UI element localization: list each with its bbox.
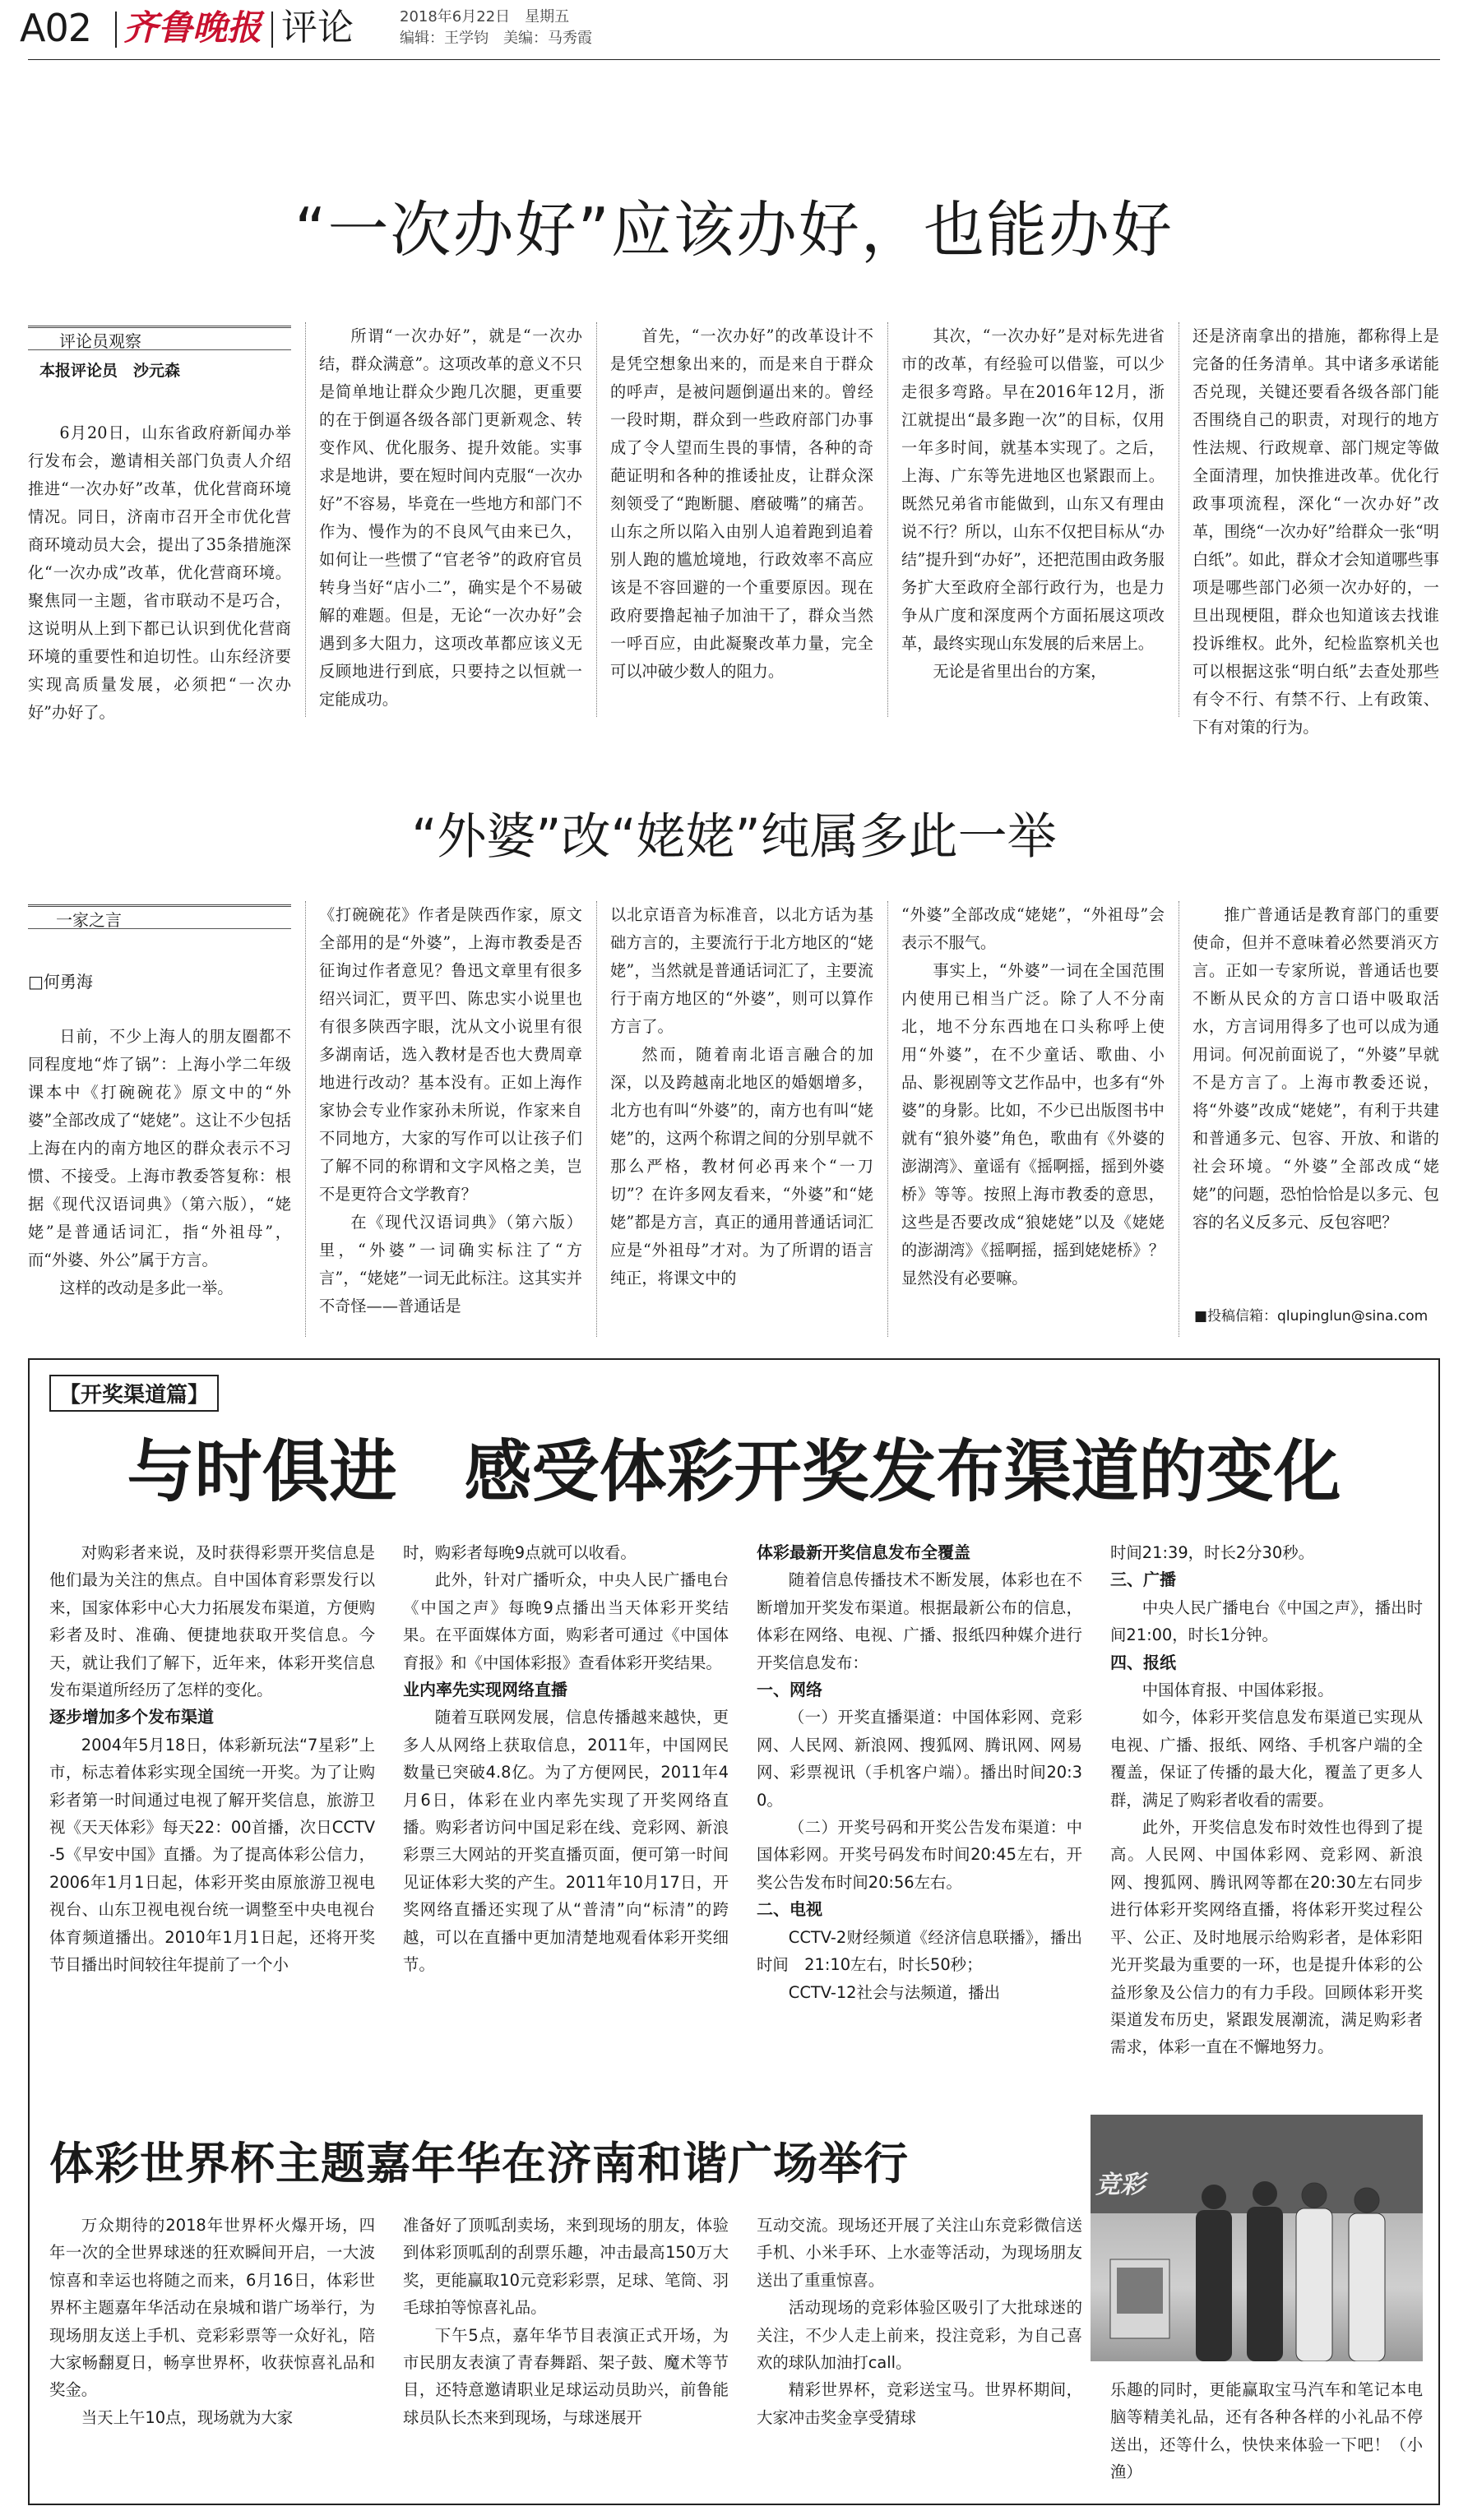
article1-col3 — [610, 322, 873, 686]
paragraph: 6月20日，山东省政府新闻办举行发布会，邀请相关部门负责人介绍推进“一次办好”改革，优化营商环境情况。同日，济南市召开全市优化营商环境动员大会，提出了35条措施深化“一次办成”改革，优化营商环境。聚焦同一主题，省市联动不是巧合，这说明从上到下都已认识到优化营商环境的重要性和迫切性。山东经济要实现高质量发展，必须把“一次办好”办好了。 — [28, 423, 291, 722]
paragraph: 推广普通话是教育部门的重要使命，但并不意味着必然要消灭方言。正如一专家所说，普通话也要不断从民众的方言口语中吸取活水，方言词用得多了也可以成为通用词。何况前面说了，“外婆”早就不是方言了。上海市教委还说，将“外婆”改成“姥姥”，有利于共建和普通多元、包容、开放、和谐的社会环境。“外婆”全部改成“姥姥”的问题，恐怕恰恰是以多元、包容的名义反多元、反包容吧？ — [1192, 905, 1439, 1232]
paragraph: 活动现场的竞彩体验区吸引了大批球迷的关注，不少人走上前来，投注竞彩，为自己喜欢的球队加油打call。 — [757, 2298, 1082, 2373]
paragraph: 乐趣的同时，更能赢取宝马汽车和笔记本电脑等精美礼品，还有各种各样的小礼品不停送出，还等什么，快快来体验一下吧！（小渔） — [1110, 2380, 1423, 2482]
paragraph: 对购彩者来说，及时获得彩票开奖信息是他们最为关注的焦点。自中国体育彩票发行以来，国家体彩中心大力拓展发布渠道，方便购彩者及时、准确、便捷地获取开奖信息。今天，就让我们了解下，近年来，体彩开奖信息发布渠道所经历了怎样的变化。 — [49, 1543, 375, 1700]
event-photo — [1091, 2115, 1423, 2361]
ad2-col1 — [49, 2212, 375, 2431]
column-title: 评论员观察 — [59, 331, 141, 351]
paragraph: 时间21:39，时长2分30秒。 — [1110, 1543, 1315, 1562]
paragraph: 当天上午10点，现场就为大家 — [81, 2407, 294, 2427]
subheading: 体彩最新开奖信息发布全覆盖 — [757, 1542, 970, 1562]
paragraph: 事实上，“外婆”一词在全国范围内使用已相当广泛。除了人不分南北，地不分东西地在口头称呼上使用“外婆”，在不少童话、歌曲、小品、影视剧等文艺作品中，也多有“外婆”的身影。比如，不少已出版图书中就有“狼外婆”角色，歌曲有《外婆的澎湖湾》、童谣有《摇啊摇，摇到外婆桥》等等。按照上海市教委的意思，这些是否要改成“狼姥姥”以及《姥姥的澎湖湾》《摇啊摇，摇到姥姥桥》？显然没有必要嘛。 — [901, 961, 1165, 1288]
article2-col2 — [319, 901, 582, 1320]
person-head — [1355, 2188, 1379, 2213]
display-board-inner — [1117, 2268, 1163, 2314]
article1-col4 — [901, 322, 1165, 686]
ad2-col2 — [403, 2212, 729, 2431]
article2-headline: “外婆”改“姥姥”纯属多此一举 — [411, 808, 1057, 866]
column-rule — [887, 322, 888, 717]
paragraph: 这样的改动是多此一举。 — [59, 1278, 234, 1297]
column-rule — [305, 322, 306, 717]
ad1-col3 — [757, 1539, 1082, 2006]
photo-people — [1091, 2115, 1423, 2361]
paragraph: CCTV-12社会与法频道，播出 — [788, 1982, 1001, 2002]
paragraph: 随着互联网发展，信息传播越来越快，更多人从网络上获取信息，2011年，中国网民数量已突破4.8亿。为了方便网民，2011年4月6日，体彩在业内率先实现了开奖网络直播。购彩者访问中国足彩在线、竞彩网、新浪彩票三大网站的开奖直播页面，便可第一时间见证体彩大奖的产生。2011年10月17日，开奖网络直播还实现了从“普清”向“标清”的跨越，可以在直播中更加清楚地观看体彩开奖细节。 — [403, 1708, 729, 1975]
article2-column-tag — [28, 904, 291, 929]
person-body — [1247, 2207, 1283, 2361]
paragraph: 《打碗碗花》作者是陕西作家，原文全部用的是“外婆”，上海市教委是否征询过作者意见？鲁迅文章里有很多绍兴词汇，贾平凹、陈忠实小说里也有很多陕西字眼，沈从文小说里有很多湖南话，选入教材是否也大费周章地进行改动？基本没有。正如上海作家协会专业作家孙未所说，作家来自不同地方，大家的写作可以让孩子们了解不同的称谓和文字风格之美，岂不是更符合文学教育？ — [319, 905, 582, 1204]
ad2-col4 — [1110, 2376, 1423, 2486]
paragraph: 中央人民广播电台《中国之声》，播出时间21:00，时长1分钟。 — [1110, 1598, 1423, 1645]
paragraph: 此外，针对广播听众，中央人民广播电台《中国之声》每晚9点播出当天体彩开奖结果。在平面媒体方面，购彩者可通过《中国体育报》和《中国体彩报》查看体彩开奖结果。 — [403, 1570, 729, 1672]
subheading: 业内率先实现网络直播 — [403, 1680, 567, 1700]
paragraph: “外婆”全部改成“姥姥”，“外祖母”会表示不服气。 — [901, 905, 1165, 952]
article2-col5 — [1192, 901, 1439, 1237]
paragraph: 以北京语音为标准音，以北方话为基础方言的，主要流行于北方地区的“姥姥”，当然就是普通话词汇了，主要流行于南方地区的“外婆”，则可以算作方言了。 — [610, 905, 873, 1036]
subheading: 四、报纸 — [1110, 1652, 1176, 1672]
subheading: 逐步增加多个发布渠道 — [49, 1707, 214, 1727]
photo-banner-text: 竞彩 — [1095, 2171, 1145, 2199]
paragraph: 还是济南拿出的措施，都称得上是完备的任务清单。其中诸多承诺能否兑现，关键还要看各级各部门能否围绕自己的职责，对现行的地方性法规、行政规章、部门规定等做全面清理，加快推进改革。优化行政事项流程，深化“一次办好”改革，围绕“一次办好”给群众一张“明白纸”。如此，群众才会知道哪些事项是哪些部门必须一次办好的，一旦出现梗阻，群众也知道该去找谁投诉维权。此外，纪检监察机关也可以根据这张“明白纸”去查处那些有令不行、有禁不行、上有政策、下有对策的行为。 — [1192, 326, 1439, 737]
paragraph: 日前，不少上海人的朋友圈都不同程度地“炸了锅”：上海小学二年级课本中《打碗碗花》原文中的“外婆”全部改成了“姥姥”。这让不少包括上海在内的南方地区的群众表示不习惯、不接受。上海市教委答复称：根据《现代汉语词典》（第六版），“姥姥”是普通话词汇，指“外祖母”，而“外婆、外公”属于方言。 — [28, 1027, 291, 1269]
paragraph: 万众期待的2018年世界杯火爆开场，四年一次的全世界球迷的狂欢瞬间开启，一大波惊喜和幸运也将随之而来，6月16日，体彩世界杯主题嘉年华活动在泉城和谐广场举行，为现场朋友送上手机、竞彩彩票等一众好礼，陪大家畅翻夏日，畅享世界杯，收获惊喜礼品和奖金。 — [49, 2216, 375, 2400]
ad2-col3 — [757, 2212, 1082, 2431]
paragraph: 时，购彩者每晚9点就可以收看。 — [403, 1543, 637, 1562]
paragraph: 准备好了顶呱刮卖场，来到现场的朋友，体验到体彩顶呱刮的刮票乐趣，冲击最高150万大奖，更能赢取10元竞彩彩票，足球、笔筒、羽毛球拍等惊喜礼品。 — [403, 2216, 729, 2318]
column-rule — [887, 901, 888, 1337]
paragraph: CCTV-2财经频道《经济信息联播》，播出时间 21:10左右，时长50秒； — [757, 1927, 1082, 1975]
column-rule — [596, 901, 597, 1337]
ad1-col2 — [403, 1539, 729, 1979]
paragraph: 随着信息传播技术不断发展，体彩也在不断增加开奖发布渠道。根据最新公布的信息，体彩在网络、电视、广播、报纸四种媒介进行开奖信息发布： — [757, 1570, 1082, 1672]
paragraph: 中国体育报、中国体彩报。 — [1142, 1681, 1334, 1700]
article2-col3 — [610, 901, 873, 1292]
ad1-col4 — [1110, 1539, 1423, 2061]
paragraph: （二）开奖号码和开奖公告发布渠道：中国体彩网。开奖号码发布时间20:45左右，开奖公告发布时间20:56左右。 — [757, 1818, 1082, 1892]
person-head — [1302, 2183, 1327, 2208]
paragraph: 如今，体彩开奖信息发布渠道已实现从电视、广播、报纸、网络、手机客户端的全覆盖，保证了传播的最大化，覆盖了更多人群，满足了购彩者收看的需要。 — [1110, 1708, 1423, 1810]
ad2-headline: 体彩世界杯主题嘉年华在济南和谐广场举行 — [49, 2138, 909, 2189]
paragraph: 然而，随着南北语言融合的加深，以及跨越南北地区的婚姻增多，北方也有叫“外婆”的，南方也有叫“姥姥”的，这两个称谓之间的分别早就不那么严格，教材何必再来个“一刀切”？在许多网友看来，“外婆”和“姥姥”都是方言，真正的通用普通话词汇应是“外祖母”才对。为了所谓的语言纯正，将课文中的 — [610, 1045, 873, 1288]
column-title: 一家之言 — [56, 910, 122, 930]
person-body — [1196, 2210, 1232, 2361]
person-head — [1253, 2181, 1277, 2206]
article1-headline: “一次办好”应该办好，也能办好 — [294, 195, 1174, 266]
header-divider — [115, 12, 117, 48]
section-name: 评论 — [281, 7, 354, 49]
header-divider — [271, 12, 273, 48]
contribution-email: ■投稿信箱：qlupinglun@sina.com — [1194, 1308, 1429, 1325]
paragraph: 此外，开奖信息发布时效性也得到了提高。人民网、中国体彩网、竞彩网、新浪网、搜狐网、腾讯网等都在20:30左右同步进行体彩开奖网络直播，将体彩开奖过程公平、公正、及时地展示给购彩者，是体彩阳光开奖最为重要的一环，也是提升体彩的公益形象及公信力的有力手段。回顾体彩开奖渠道发布历史，紧跟发展潮流，满足购彩者需求，体彩一直在不懈地努力。 — [1110, 1818, 1423, 2057]
article1-column-tag — [28, 326, 291, 350]
column-rule — [305, 901, 306, 1337]
header-editor: 编辑：王学钧 美编：马秀霞 — [400, 30, 592, 47]
article2-col4 — [901, 901, 1165, 1292]
paper-logo: 齐鲁晚报 — [123, 7, 262, 48]
paragraph: 互动交流。现场还开展了关注山东竞彩微信送手机、小米手环、上水壶等活动，为现场朋友送出了重重惊喜。 — [757, 2216, 1082, 2290]
header-date: 2018年6月22日 星期五 — [400, 8, 570, 25]
article2-byline: □何勇海 — [28, 972, 93, 992]
article1-col5 — [1192, 322, 1439, 742]
subheading: 三、广播 — [1110, 1570, 1176, 1590]
ad1-headline: 与时俱进 感受体彩开奖发布渠道的变化 — [127, 1433, 1341, 1511]
subheading: 二、电视 — [757, 1899, 822, 1920]
article1-col2 — [319, 322, 582, 714]
person-body — [1296, 2208, 1332, 2361]
ad1-col1 — [49, 1539, 375, 1979]
paragraph: 下午5点，嘉年华节目表演正式开场，为市民朋友表演了青春舞蹈、架子鼓、魔术等节目，还特意邀请职业足球运动员助兴，前鲁能球员队长杰来到现场，与球迷展开 — [403, 2325, 729, 2427]
paragraph: 在《现代汉语词典》（第六版）里，“外婆”一词确实标注了“方言”，“姥姥”一词无此标注。这其实并不奇怪——普通话是 — [319, 1213, 582, 1315]
person-body — [1349, 2213, 1385, 2361]
header-rule — [28, 59, 1440, 60]
paragraph: （一）开奖直播渠道：中国体彩网、竞彩网、人民网、新浪网、搜狐网、腾讯网、网易网、彩票视讯（手机客户端）。播出时间20:30。 — [757, 1708, 1082, 1810]
page-number: A02 — [20, 6, 92, 50]
paragraph: 精彩世界杯，竞彩送宝马。世界杯期间，大家冲击奖金享受猜球 — [757, 2380, 1082, 2427]
article1-col1 — [28, 419, 291, 727]
paragraph: 无论是省里出台的方案， — [933, 662, 1107, 681]
paragraph: 所谓“一次办好”，就是“一次办结，群众满意”。这项改革的意义不只是简单地让群众少跑几次腿，更重要的在于倒逼各级各部门更新观念、转变作风、优化服务、提升效能。实事求是地讲，要在短时间内克服“一次办好”不容易，毕竟在一些地方和部门不作为、慢作为的不良风气由来已久，如何让一些惯了“官老爷”的政府官员转身当好“店小二”，确实是个不易破解的难题。但是，无论“一次办好”会遇到多大阻力，这项改革都应该义无反顾地进行到底，只要持之以恒就一定能成功。 — [319, 326, 582, 709]
article2-col1 — [28, 1023, 291, 1302]
subheading: 一、网络 — [757, 1680, 822, 1700]
person-head — [1202, 2185, 1226, 2209]
article1-byline: 本报评论员 沙元森 — [39, 362, 181, 380]
paragraph: 其次，“一次办好”是对标先进省市的改革，有经验可以借鉴，可以少走很多弯路。早在2016年12月，浙江就提出“最多跑一次”的目标，仅用一年多时间，就基本实现了。之后，上海、广东等先进地区也紧跟而上。既然兄弟省市能做到，山东又有理由说不行？所以，山东不仅把目标从“办结”提升到“办好”，还把范围由政务服务扩大至政府全部行政行为，也是力争从广度和深度两个方面拓展这项改革，最终实现山东发展的后来居上。 — [901, 326, 1165, 653]
ad1-tag: 【开奖渠道篇】 — [49, 1375, 219, 1412]
paragraph: 首先，“一次办好”的改革设计不是凭空想象出来的，而是来自于群众的呼声，是被问题倒逼出来的。曾经一段时期，群众到一些政府部门办事成了令人望而生畏的事情，各种的奇葩证明和各种的推诿扯皮，让群众深刻领受了“跑断腿、磨破嘴”的痛苦。山东之所以陷入由别人追着跑到追着别人跑的尴尬境地，行政效率不高应该是不容回避的一个重要原因。现在政府要撸起袖子加油干了，群众当然一呼百应，由此凝聚改革力量，完全可以冲破少数人的阻力。 — [610, 326, 873, 681]
paragraph: 2004年5月18日，体彩新玩法“7星彩”上市，标志着体彩实现全国统一开奖。为了让购彩者第一时间通过电视了解开奖信息，旅游卫视《天天体彩》每天22：00首播，次日CCTV-5《早安中国》直播。为了提高体彩公信力，2006年1月1日起，体彩开奖由原旅游卫视电视台、山东卫视电视台统一调整至中央电视台体育频道播出。2010年1月1日起，还将开奖节目播出时间较往年提前了一个小 — [49, 1735, 375, 1975]
column-rule — [596, 322, 597, 717]
